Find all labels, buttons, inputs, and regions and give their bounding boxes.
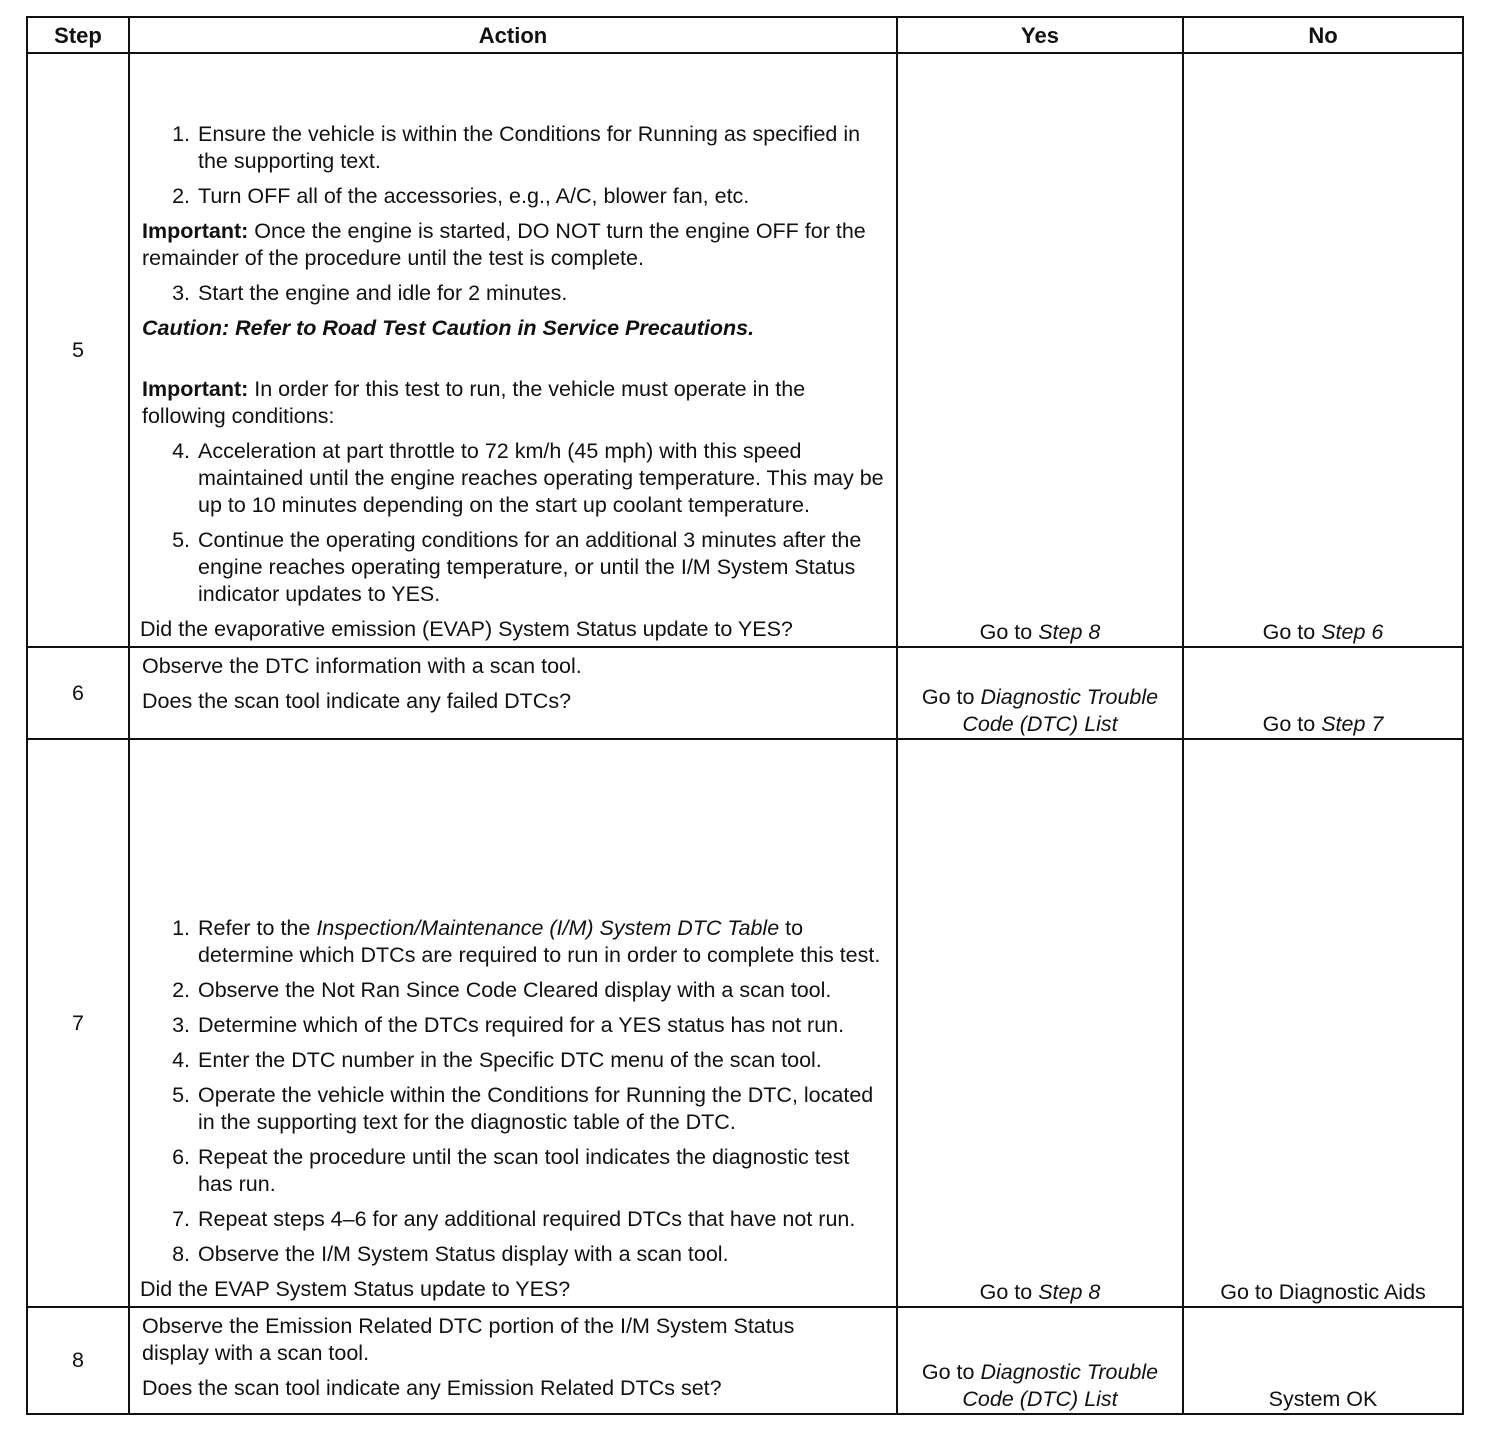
yes-cell: Go to Step 8 [897,739,1183,1307]
question: Does the scan tool indicate any Emission Related DTCs set? [142,1376,722,1400]
step-link[interactable]: Step 6 [1321,620,1384,644]
step-link[interactable]: Step 8 [1038,620,1101,644]
table-row-step-8 [27,1307,1463,1414]
action-cell [129,739,897,1307]
no-cell [1183,739,1463,1307]
question: Did the evaporative emission (EVAP) System Status update to YES? [140,617,793,641]
action-cell [129,53,897,647]
question: Does the scan tool indicate any failed DTCs? [142,689,572,713]
list-item: 3. Determine which of the DTCs required for a YES status has not run. [172,1013,845,1037]
list-item: 3. Start the engine and idle for 2 minutes. [172,281,568,305]
header-action: Action [129,17,897,53]
header-no: No [1183,17,1463,53]
diagnostic-aids-link[interactable]: Go to Diagnostic Aids [1220,1280,1426,1304]
table-row-step-7 [27,739,1463,1307]
yes-cell: Go to Diagnostic Trouble Code (DTC) List [897,647,1183,739]
step-link[interactable]: Step 8 [1038,1280,1101,1304]
dtc-list-link[interactable]: Diagnostic Trouble Code (DTC) List [962,1360,1159,1411]
action-cell: Observe the DTC information with a scan tool. Does the scan tool indicate any failed DTCs? [129,647,897,739]
header-row [27,17,1463,53]
list-item: 4. Enter the DTC number in the Specific DTC menu of the scan tool. [172,1048,822,1072]
header-yes: Yes [897,17,1183,53]
step-number: 6 [27,647,129,739]
header-step: Step [27,17,129,53]
yes-cell: Go to Diagnostic Trouble Code (DTC) List [897,1307,1183,1414]
caution-note: Caution: Refer to Road Test Caution in Service Precautions. [142,316,755,340]
action-cell: Observe the Emission Related DTC portion of the I/M System Status display with a scan tool. Does the scan tool indicate any Emission Related DTCs set? [129,1307,897,1414]
yes-cell: Go to Step 8 [897,53,1183,647]
step-link[interactable]: Step 7 [1321,712,1384,736]
table-row-step-6 [27,647,1463,739]
list-item: 1. Refer to the Inspection/Maintenance (I/M) System DTC Table to determine which DTCs are required to run in order to complete this test. [172,916,881,967]
no-cell: Go to Step 6 [1183,53,1463,647]
important-note: Important: Once the engine is started, DO NOT turn the engine OFF for the remainder of the procedure until the test is complete. [142,219,866,270]
list-item: 6. Repeat the procedure until the scan tool indicates the diagnostic test has run. [172,1145,850,1196]
list-item: 2. Turn OFF all of the accessories, e.g., A/C, blower fan, etc. [172,184,750,208]
dtc-table-link[interactable]: Inspection/Maintenance (I/M) System DTC Table [316,916,780,940]
list-item: 1. Ensure the vehicle is within the Conditions for Running as specified in the supporting text. [172,122,861,173]
list-item: 8. Observe the I/M System Status display with a scan tool. [172,1242,729,1266]
list-item: 5. Continue the operating conditions for an additional 3 minutes after the engine reaches operating temperature, or until the I/M System Status indicator updates to YES. [172,528,862,606]
system-ok-text: System OK [1268,1387,1378,1411]
no-cell: Go to Step 7 [1183,647,1463,739]
diagnostic-table [26,16,1464,1415]
list-item: 5. Operate the vehicle within the Conditions for Running the DTC, located in the supporting text for the diagnostic table of the DTC. [172,1083,874,1134]
step-number: 5 [27,53,129,647]
no-cell [1183,1307,1463,1414]
list-item: 7. Repeat steps 4–6 for any additional required DTCs that have not run. [172,1207,856,1231]
step-number: 7 [27,739,129,1307]
important-note: Important: In order for this test to run, the vehicle must operate in the following conditions: [142,377,806,428]
question: Did the EVAP System Status update to YES? [140,1277,571,1301]
list-item: 2. Observe the Not Ran Since Code Cleared display with a scan tool. [172,978,832,1002]
table-row-step-5 [27,53,1463,647]
list-item: 4. Acceleration at part throttle to 72 km/h (45 mph) with this speed maintained until the engine reaches operating temperature. This may be up to 10 minutes depending on the start up coolant temperature. [172,439,884,517]
dtc-list-link[interactable]: Diagnostic Trouble Code (DTC) List [962,685,1159,736]
step-number: 8 [27,1307,129,1414]
